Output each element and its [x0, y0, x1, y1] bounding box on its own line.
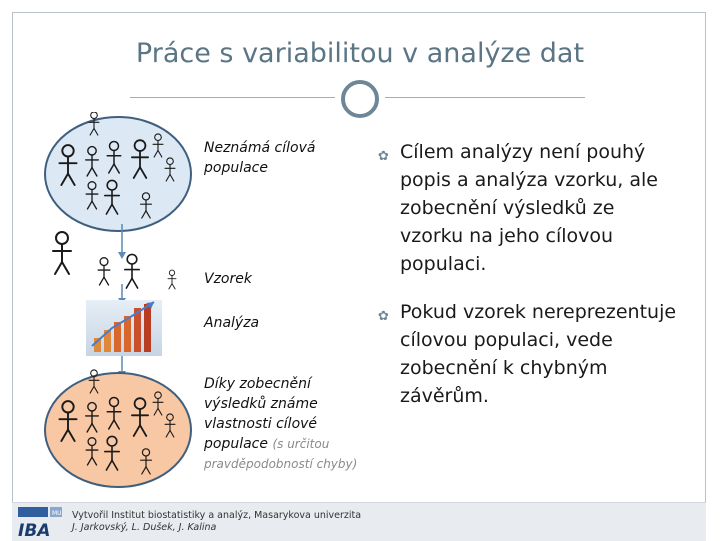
arrow-head [118, 252, 126, 259]
label-conclusion [204, 374, 362, 474]
footer-credits [72, 510, 361, 534]
diagram-panel [40, 112, 370, 502]
bullet-text: Cílem analýzy není pouhý popis a analýza vzorku, ale zobecnění výsledků ze vzorku na jeho cílovou populaci. [400, 141, 658, 275]
label-conclusion-note: (s určitou pravděpodobností chyby) [204, 437, 358, 471]
iba-logo [16, 505, 64, 539]
stick-figure-icon [125, 254, 139, 288]
label-analysis: Analýza [204, 315, 260, 331]
label-conclusion-main: Díky zobecnění výsledků známe vlastnosti cílové populace [204, 376, 318, 452]
stick-figure-icon [53, 232, 71, 274]
bullet-item [378, 138, 678, 278]
bullet-item [378, 298, 678, 410]
label-population: Neznámá cílová populace [204, 140, 316, 176]
title-divider-left [130, 97, 335, 98]
slide-title: Práce s variabilitou v analýze dat [135, 38, 585, 69]
svg-text:MU: MU [52, 510, 62, 517]
svg-text:IBA: IBA [18, 521, 51, 539]
bar-chart-image [86, 300, 162, 356]
bullet-marker-icon: ✿ [378, 149, 389, 164]
label-sample: Vzorek [204, 271, 252, 287]
bullet-text: Pokud vzorek nereprezentuje cílovou populaci, vede zobecnění k chybným závěrům. [400, 301, 677, 407]
footer-bar [12, 502, 706, 541]
title-divider-right [385, 97, 585, 98]
footer-institute: Vytvořil Institut biostatistiky a analýz, Masarykova univerzita [72, 510, 362, 521]
bullet-list [378, 138, 678, 430]
stick-figure-icon [98, 258, 110, 285]
footer-authors: J. Jarkovský, L. Dušek, J. Kalina [72, 522, 217, 533]
bullet-marker-icon: ✿ [378, 309, 389, 324]
stick-figure-icon [168, 270, 176, 289]
